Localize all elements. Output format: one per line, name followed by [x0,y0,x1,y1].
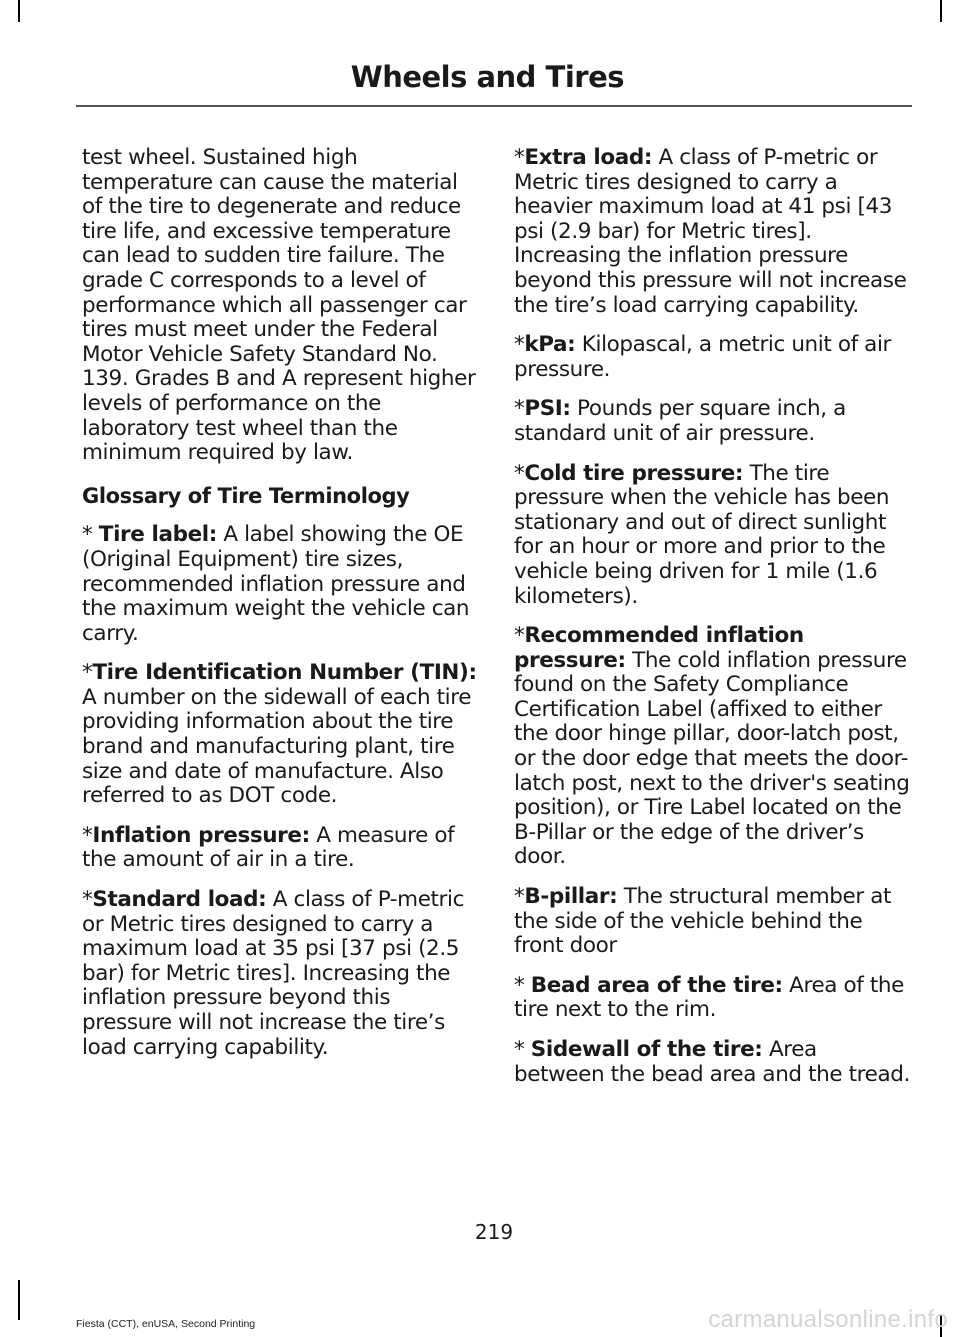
glossary-definition: Kilopascal, a metric unit of air pressure. [514,332,891,382]
glossary-term: Standard load: [92,887,267,913]
glossary-definition: A measure of the amount of air in a tire. [82,822,455,873]
glossary-entry: *kPa: Kilopascal, a metric unit of air pressure. [514,332,891,382]
glossary-entry: *Extra load: A class of P-metric or Metric tires designed to carry a heavier maximum load at 41 psi [43 psi (2.9 bar) for Metric tires]. Increasing the inflation pressure beyond this pressure will not increase the tire’s load carrying capability. [514,145,907,318]
glossary-term: Tire Identification Number (TIN): [92,660,477,686]
crop-mark-top-left [18,0,20,22]
glossary-term: Inflation pressure: [92,822,310,848]
glossary-entry: * Tire label: A label showing the OE (Original Equipment) tire sizes, recommended inflation pressure and the maximum weight the vehicle can carry. [82,522,470,646]
glossary-definition: A class of P-metric or Metric tires designed to carry a maximum load at 35 psi [37 psi (2.5 bar) for Metric tires]. Increasing the inflation pressure beyond this pressure will not increase the tire’s load carrying capability. [82,887,464,1060]
glossary-definition: The structural member at the side of the vehicle behind the front door [514,884,892,959]
glossary-entry: *Standard load: A class of P-metric or Metric tires designed to carry a maximum load at 35 psi [37 psi (2.5 bar) for Metric tires]. Increasing the inflation pressure beyond this pressure will not increase the tire’s load carrying capability. [82,887,464,1060]
section-heading: Glossary of Tire Terminology [82,483,410,508]
glossary-term: kPa: [524,332,576,358]
glossary-definition: A class of P-metric or Metric tires designed to carry a heavier maximum load at 41 psi [43 psi (2.9 bar) for Metric tires]. Increasing the inflation pressure beyond this pressure will not increase the tire’s load carrying capability. [514,145,907,318]
glossary-definition: The tire pressure when the vehicle has been stationary and out of direct sunlight for an hour or more and prior to the vehicle being driven for 1 mile (1.6 kilometers). [514,460,890,609]
glossary-definition: The cold inflation pressure found on the Safety Compliance Certification Label (affixed to either the door hinge pillar, door-latch post, or the door edge that meets the door-latch post, next to the driver's seating position), or Tire Label located on the B-Pillar or the edge of the driver’s door. [514,647,910,870]
glossary-term: Sidewall of the tire: [530,1037,763,1062]
glossary-term: Tire label: [98,522,217,548]
glossary-term: B-pillar: [524,884,618,910]
page-number: 219 [474,1220,514,1244]
glossary-definition: A label showing the OE (Original Equipment) tire sizes, recommended inflation pressure and the maximum weight the vehicle can carry. [82,522,470,646]
glossary-entry: * Sidewall of the tire: Area between the bead area and the tread. [514,1037,910,1087]
glossary-definition: A number on the sidewall of each tire providing information about the tire brand and manufacturing plant, tire size and date of manufacture. Also referred to as DOT code. [82,684,472,809]
header-divider [76,105,912,107]
glossary-term: Bead area of the tire: [530,972,783,998]
watermark: carmanualsonline.info [708,1306,948,1333]
crop-mark-bottom-left [18,1280,20,1320]
glossary-entry: *Cold tire pressure: The tire pressure when the vehicle has been stationary and out of direct sunlight for an hour or more and prior to the vehicle being driven for 1 mile (1.6 kilometers). [514,460,890,609]
glossary-term: PSI: [524,396,571,422]
left-column [82,146,478,1075]
crop-mark-top-right [940,0,942,22]
glossary-definition: Area between the bead area and the tread. [514,1037,910,1087]
right-column [514,146,910,1102]
glossary-term: Recommended inflation pressure: [514,623,804,673]
page-title: Wheels and Tires [350,60,624,94]
glossary-term: Extra load: [524,145,653,170]
glossary-entry: * Bead area of the tire: Area of the tire next to the rim. [514,972,904,1023]
glossary-entry: *PSI: Pounds per square inch, a standard unit of air pressure. [514,396,846,446]
intro-paragraph: test wheel. Sustained high temperature can cause the material of the tire to degenerate and reduce tire life, and excessive temperature can lead to sudden tire failure. The grade C corresponds to a level of performance which all passenger car tires must meet under the Federal Motor Vehicle Safety Standard No. 139. Grades B and A represent higher levels of performance on the laboratory test wheel than the minimum required by law. [82,145,476,466]
glossary-term: Cold tire pressure: [524,460,744,486]
glossary-definition: Area of the tire next to the rim. [514,972,904,1023]
glossary-entry: *Inflation pressure: A measure of the amount of air in a tire. [82,822,455,873]
glossary-definition: Pounds per square inch, a standard unit of air pressure. [514,396,846,446]
glossary-entry: *B-pillar: The structural member at the side of the vehicle behind the front door [514,884,892,959]
glossary-entry: *Tire Identification Number (TIN): A number on the sidewall of each tire providing information about the tire brand and manufacturing plant, tire size and date of manufacture. Also referred to as DOT code. [82,660,477,809]
edition-footer: Fiesta (CCT), enUSA, Second Printing [76,1318,256,1330]
glossary-entry: *Recommended inflation pressure: The cold inflation pressure found on the Safety Compliance Certification Label (affixed to either the door hinge pillar, door-latch post, or the door edge that meets the door-latch post, next to the driver's seating position), or Tire Label located on the B-Pillar or the edge of the driver’s door. [514,623,910,870]
